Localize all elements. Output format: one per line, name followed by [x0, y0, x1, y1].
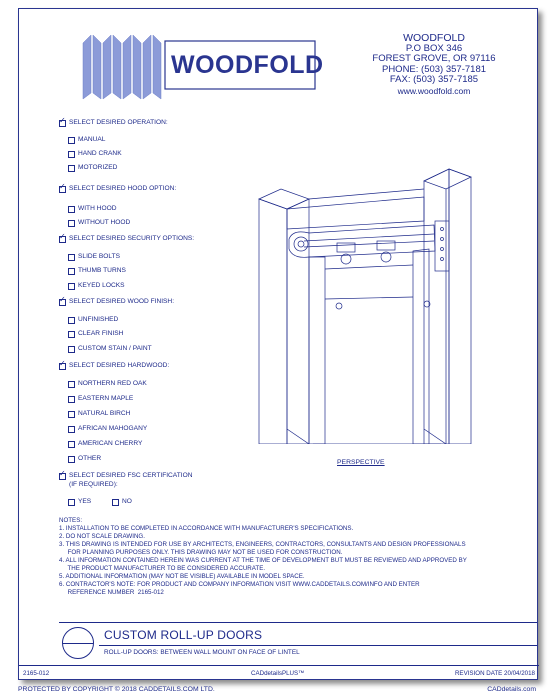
option-american-cherry: [68, 440, 142, 448]
note-line: THE PRODUCT MANUFACTURER TO BE CONSIDERED ACCURATE.: [59, 565, 266, 572]
checkbox-checked[interactable]: [59, 363, 66, 370]
option-label: UNFINISHED: [78, 316, 119, 323]
title-divider: [99, 645, 537, 646]
option-natural-birch: [68, 410, 130, 418]
section-heading-security: [59, 235, 194, 243]
title-block: [59, 622, 537, 662]
option-custom-stain: [68, 345, 152, 353]
option-slide-bolts: [68, 253, 120, 261]
detail-circle-icon: [62, 627, 94, 659]
drawing-subtitle: ROLL-UP DOORS: BETWEEN WALL MOUNT ON FACE OF LINTEL: [104, 649, 300, 656]
section-heading-label: SELECT DESIRED WOOD FINISH:: [69, 298, 175, 305]
section-heading-hood: [59, 185, 176, 193]
note-line: 4. ALL INFORMATION CONTAINED HEREIN WAS CURRENT AT THE TIME OF DEVELOPMENT BUT MUST BE REVIEWED AND APPROVED BY: [59, 557, 467, 564]
checkbox[interactable]: [68, 346, 75, 353]
section-heading-label: SELECT DESIRED HOOD OPTION:: [69, 185, 177, 192]
option-manual: [68, 136, 105, 144]
checkbox[interactable]: [68, 268, 75, 275]
option-label: YES: [78, 498, 92, 505]
note-line: 3. THIS DRAWING IS INTENDED FOR USE BY ARCHITECTS, ENGINEERS, CONTRACTORS, CONSULTANTS AND DESIGN PROFESSIONALS: [59, 541, 466, 548]
drawing-title: CUSTOM ROLL-UP DOORS: [104, 628, 263, 642]
checkbox[interactable]: [68, 426, 75, 433]
option-label: NORTHERN RED OAK: [78, 380, 147, 387]
option-label: AFRICAN MAHOGANY: [78, 425, 148, 432]
note-line: FOR PLANNING PURPOSES ONLY. THIS DRAWING MAY NOT BE USED FOR CONSTRUCTION.: [59, 549, 343, 556]
option-label: NATURAL BIRCH: [78, 410, 131, 417]
company-name: WOODFOLD: [403, 32, 465, 44]
section-heading-label: SELECT DESIRED FSC CERTIFICATION: [69, 472, 193, 479]
sheet-footer: [19, 665, 539, 681]
section-heading-label: SELECT DESIRED OPERATION:: [69, 119, 168, 126]
option-label: NO: [122, 498, 132, 505]
checkbox[interactable]: [68, 396, 75, 403]
option-label: THUMB TURNS: [78, 267, 126, 274]
section-heading-label: SELECT DESIRED HARDWOOD:: [69, 362, 170, 369]
option-label: AMERICAN CHERRY: [78, 440, 143, 447]
checkbox[interactable]: [68, 331, 75, 338]
drawing-sheet: [18, 8, 538, 680]
option-clear-finish: [68, 330, 123, 338]
option-label: SLIDE BOLTS: [78, 253, 121, 260]
website-line: www.woodfold.com: [397, 85, 471, 96]
option-label: CLEAR FINISH: [78, 330, 124, 337]
section-heading-label: SELECT DESIRED SECURITY OPTIONS:: [69, 235, 195, 242]
option-unfinished: [68, 316, 118, 324]
address-line: P.O BOX 346: [405, 42, 463, 54]
option-fsc-no: [112, 498, 132, 506]
revision-date: REVISION DATE 20/04/2018: [454, 670, 535, 677]
option-label: MOTORIZED: [78, 164, 118, 171]
logo-wordmark: WOODFOLD: [171, 51, 324, 79]
option-thumb-turns: [68, 267, 126, 275]
checkbox[interactable]: [112, 499, 119, 506]
option-keyed-locks: [68, 282, 125, 290]
checkbox[interactable]: [68, 499, 75, 506]
checkbox[interactable]: [68, 411, 75, 418]
cad-brand: CADdetailsPLUS™: [251, 670, 305, 677]
checkbox[interactable]: [68, 317, 75, 324]
note-line: 2. DO NOT SCALE DRAWING.: [59, 533, 145, 540]
section-heading-wood-finish: [59, 298, 174, 306]
option-label: WITHOUT HOOD: [78, 219, 131, 226]
option-label: OTHER: [78, 455, 102, 462]
checkbox[interactable]: [68, 456, 75, 463]
option-without-hood: [68, 219, 130, 227]
option-other: [68, 455, 101, 463]
option-label: CUSTOM STAIN / PAINT: [78, 345, 152, 352]
checkbox[interactable]: [68, 220, 75, 227]
checkbox[interactable]: [68, 254, 75, 261]
checkbox[interactable]: [68, 165, 75, 172]
checkbox[interactable]: [68, 441, 75, 448]
option-fsc-yes: [68, 498, 91, 506]
section-heading-operation: [59, 119, 168, 127]
address-line: FOREST GROVE, OR 97116: [372, 53, 496, 64]
fax-line: FAX: (503) 357-7185: [389, 74, 479, 85]
checkbox[interactable]: [68, 137, 75, 144]
checkbox-checked[interactable]: [59, 473, 66, 480]
company-address: [349, 33, 519, 96]
checkbox-checked[interactable]: [59, 236, 66, 243]
option-label: EASTERN MAPLE: [78, 395, 134, 402]
reference-number: 2165-012: [23, 670, 50, 677]
checkbox[interactable]: [68, 151, 75, 158]
checkbox-checked[interactable]: [59, 120, 66, 127]
note-line: 5. ADDITIONAL INFORMATION (MAY NOT BE VISIBLE) AVAILABLE IN MODEL SPACE.: [59, 573, 305, 580]
section-heading-hardwood: [59, 362, 169, 370]
fsc-heading-cont: (IF REQUIRED):: [69, 481, 118, 488]
checkbox-checked[interactable]: [59, 299, 66, 306]
option-eastern-maple: [68, 395, 133, 403]
option-label: KEYED LOCKS: [78, 282, 125, 289]
note-line: 6. CONTRACTOR'S NOTE: FOR PRODUCT AND COMPANY INFORMATION VISIT WWW.CADDETAILS.COM/INFO AND ENTER: [59, 581, 420, 588]
option-hand-crank: [68, 150, 122, 158]
perspective-label: PERSPECTIVE: [337, 459, 385, 466]
option-with-hood: [68, 205, 116, 213]
checkbox-checked[interactable]: [59, 186, 66, 193]
checkbox[interactable]: [68, 206, 75, 213]
option-label: HAND CRANK: [78, 150, 122, 157]
roll-up-door-perspective-drawing: [249, 159, 484, 444]
section-heading-fsc: [59, 472, 192, 480]
phone-line: PHONE: (503) 357-7181: [381, 63, 487, 75]
option-label: WITH HOOD: [78, 205, 117, 212]
checkbox[interactable]: [68, 381, 75, 388]
notes-title: NOTES:: [59, 517, 83, 524]
option-label: MANUAL: [78, 136, 106, 143]
note-line: REFERENCE NUMBER 2165-012: [59, 589, 164, 596]
option-motorized: [68, 164, 117, 172]
note-line: 1. INSTALLATION TO BE COMPLETED IN ACCORDANCE WITH MANUFACTURER'S SPECIFICATIONS.: [59, 525, 354, 532]
woodfold-logo: [81, 31, 324, 101]
option-northern-red-oak: [68, 380, 147, 388]
notes-block: [59, 517, 529, 597]
checkbox[interactable]: [68, 283, 75, 290]
site-link[interactable]: CADdetails.com: [487, 686, 536, 693]
option-african-mahogany: [68, 425, 147, 433]
copyright-text: PROTECTED BY COPYRIGHT © 2018 CADDETAILS.COM LTD.: [18, 686, 215, 693]
